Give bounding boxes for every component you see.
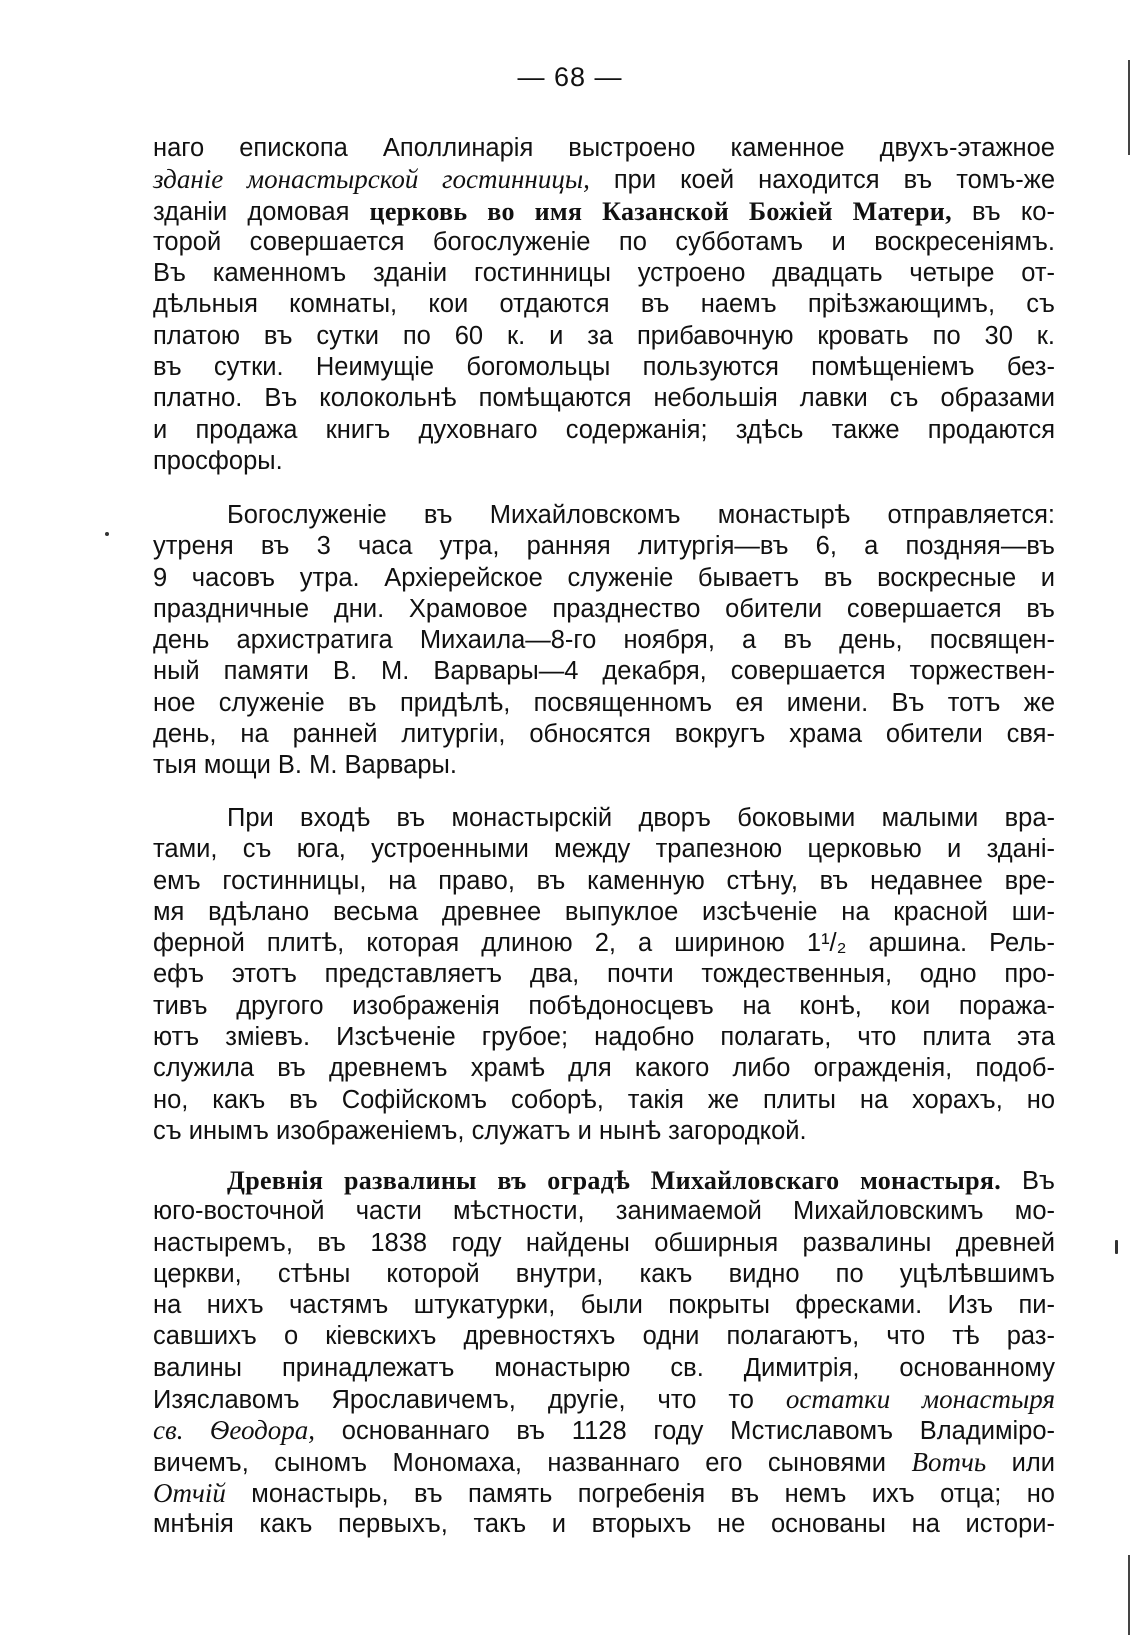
scan-speck (1115, 1240, 1118, 1254)
text-line: валины принадлежатъ монастырю св. Димитрія, основанному (153, 1353, 1055, 1382)
text-line: торой совершается богослуженіе по субботамъ и воскресеніямъ. (153, 227, 1055, 256)
text-run: зданіи домовая (153, 197, 370, 226)
paragraph-hotel (153, 133, 1055, 477)
text-run: монастырь, въ память погребенія въ немъ ихъ отца; но (225, 1479, 1055, 1508)
text-line: наго епископа Аполлинарія выстроено каменное двухъ-этажное (153, 134, 1055, 162)
text-line: 9 часовъ утра. Архіерейское служеніе бываетъ въ воскресные и (153, 563, 1055, 592)
text-line: тами, съ юга, устроенными между трапезною церковью и здані- (153, 835, 1055, 864)
text-line: дѣльныя комнаты, кои отдаются въ наемъ пріѣзжающимъ, съ (153, 290, 1055, 319)
text-run: при коей находится въ томъ-же (589, 166, 1055, 195)
text-line: на нихъ частямъ штукатурки, были покрыты фресками. Изъ пи- (153, 1291, 1055, 1320)
text-run: вичемъ, сыномъ Мономаха, названнаго его сыновями (153, 1448, 912, 1477)
scan-edge-line (1128, 1555, 1130, 1635)
paragraph-ruins (153, 1165, 1055, 1541)
text-line (153, 196, 1055, 227)
italic-phrase: Отчій (153, 1477, 226, 1508)
text-line: мя вдѣлано весьма древнее выпуклое изсѣченіе на красной ши- (153, 897, 1055, 926)
text-line (153, 1478, 1055, 1509)
scan-speck (105, 532, 109, 536)
page-number: — 68 — (517, 62, 623, 92)
text-run: или (986, 1448, 1055, 1477)
text-line: церкви, стѣны которой внутри, какъ видно по уцѣлѣвшимъ (153, 1259, 1055, 1288)
paragraph-relief (153, 803, 1055, 1147)
bold-phrase: церковь во имя Казанской Божіей Матери, (369, 196, 952, 226)
text-line: съ инымъ изображеніемъ, служатъ и нынѣ загородкой. (153, 1116, 807, 1145)
italic-phrase: св. Ѳеодора, (153, 1415, 316, 1446)
text-line: въ сутки. Неимущіе богомольцы пользуются помѣщеніемъ без- (153, 353, 1055, 382)
text-line: просфоры. (153, 446, 283, 475)
scan-edge-line (1128, 60, 1130, 155)
text-line: настыремъ, въ 1838 году найдены обширныя развалины древней (153, 1228, 1055, 1257)
text-run: Изяславомъ Ярославичемъ, другіе, что то (153, 1386, 786, 1415)
text-line: мнѣнія какъ первыхъ, такъ и вторыхъ не основаны на истори- (153, 1510, 1055, 1539)
text-line (153, 164, 1055, 195)
text-line: тыя мощи В. М. Варвары. (153, 751, 457, 780)
text-line: емъ гостинницы, на право, въ каменную стѣну, въ недавнее вре- (153, 866, 1055, 895)
section-heading: Древнія развалины въ оградѣ Михайловскаго монастыря. (227, 1166, 1002, 1195)
italic-phrase: остатки монастыря (785, 1384, 1055, 1415)
text-line: платою въ сутки по 60 к. и за прибавочную кровать по 30 к. (153, 321, 1055, 350)
text-line: служила въ древнемъ храмѣ для какого либо огражденія, подоб- (153, 1054, 1055, 1083)
text-line (153, 1415, 1055, 1446)
text-line: ное служеніе въ придѣлѣ, посвященномъ ея имени. Въ тотъ же (153, 688, 1055, 717)
text-line (153, 1447, 1055, 1478)
text-line: савшихъ о кіевскихъ древностяхъ одни полагаютъ, что тѣ раз- (153, 1322, 1055, 1351)
text-line: но, какъ въ Софійскомъ соборѣ, такія же плиты на хорахъ, но (153, 1085, 1055, 1114)
text-run: Въ (1001, 1167, 1055, 1195)
text-line: ютъ зміевъ. Изсѣченіе грубое; надобно полагать, что плита эта (153, 1023, 1055, 1052)
italic-phrase: зданіе монастырской гостинницы, (153, 164, 590, 195)
text-line: и продажа книгъ духовнаго содержанія; здѣсь также продаются (153, 415, 1055, 444)
text-line: юго-восточной части мѣстности, занимаемой Михайловскимъ мо- (153, 1197, 1055, 1226)
paragraph-services (153, 500, 1055, 782)
text-line: При входѣ въ монастырскій дворъ боковыми малыми вра- (227, 804, 1055, 832)
text-line: Въ каменномъ зданіи гостинницы устроено двадцать четыре от- (153, 259, 1055, 288)
text-line: ефъ этотъ представляетъ два, почти тождественныя, одно про- (153, 960, 1055, 989)
text-line: праздничные дни. Храмовое празднество обители совершается въ (153, 594, 1055, 623)
text-line: платно. Въ колокольнѣ помѣщаются небольшія лавки съ образами (153, 384, 1055, 413)
text-line: тивъ другого изображенія побѣдоносцевъ на конѣ, кои поража- (153, 991, 1055, 1020)
text-line (153, 1384, 1055, 1415)
text-line: Богослуженіе въ Михайловскомъ монастырѣ отправляется: (227, 501, 1055, 529)
text-line: утреня въ 3 часа утра, ранняя литургія—въ 6, а поздняя—въ (153, 532, 1055, 561)
text-run: въ ко- (951, 197, 1055, 226)
text-line: ферной плитѣ, которая длиною 2, а шириною 1¹/₂ аршина. Рель- (153, 929, 1055, 958)
text-line: день, на ранней литургіи, обносятся вокругъ храма обители свя- (153, 720, 1055, 749)
italic-phrase: Вотчь (911, 1446, 987, 1477)
text-line: ный памяти В. М. Варвары—4 декабря, совершается торжествен- (153, 657, 1055, 686)
text-run: основаннаго въ 1128 году Мстиславомъ Владиміро- (315, 1417, 1055, 1446)
text-line (153, 1165, 1055, 1196)
text-line: день архистратига Михаила—8-го ноября, а въ день, посвящен- (153, 626, 1055, 655)
